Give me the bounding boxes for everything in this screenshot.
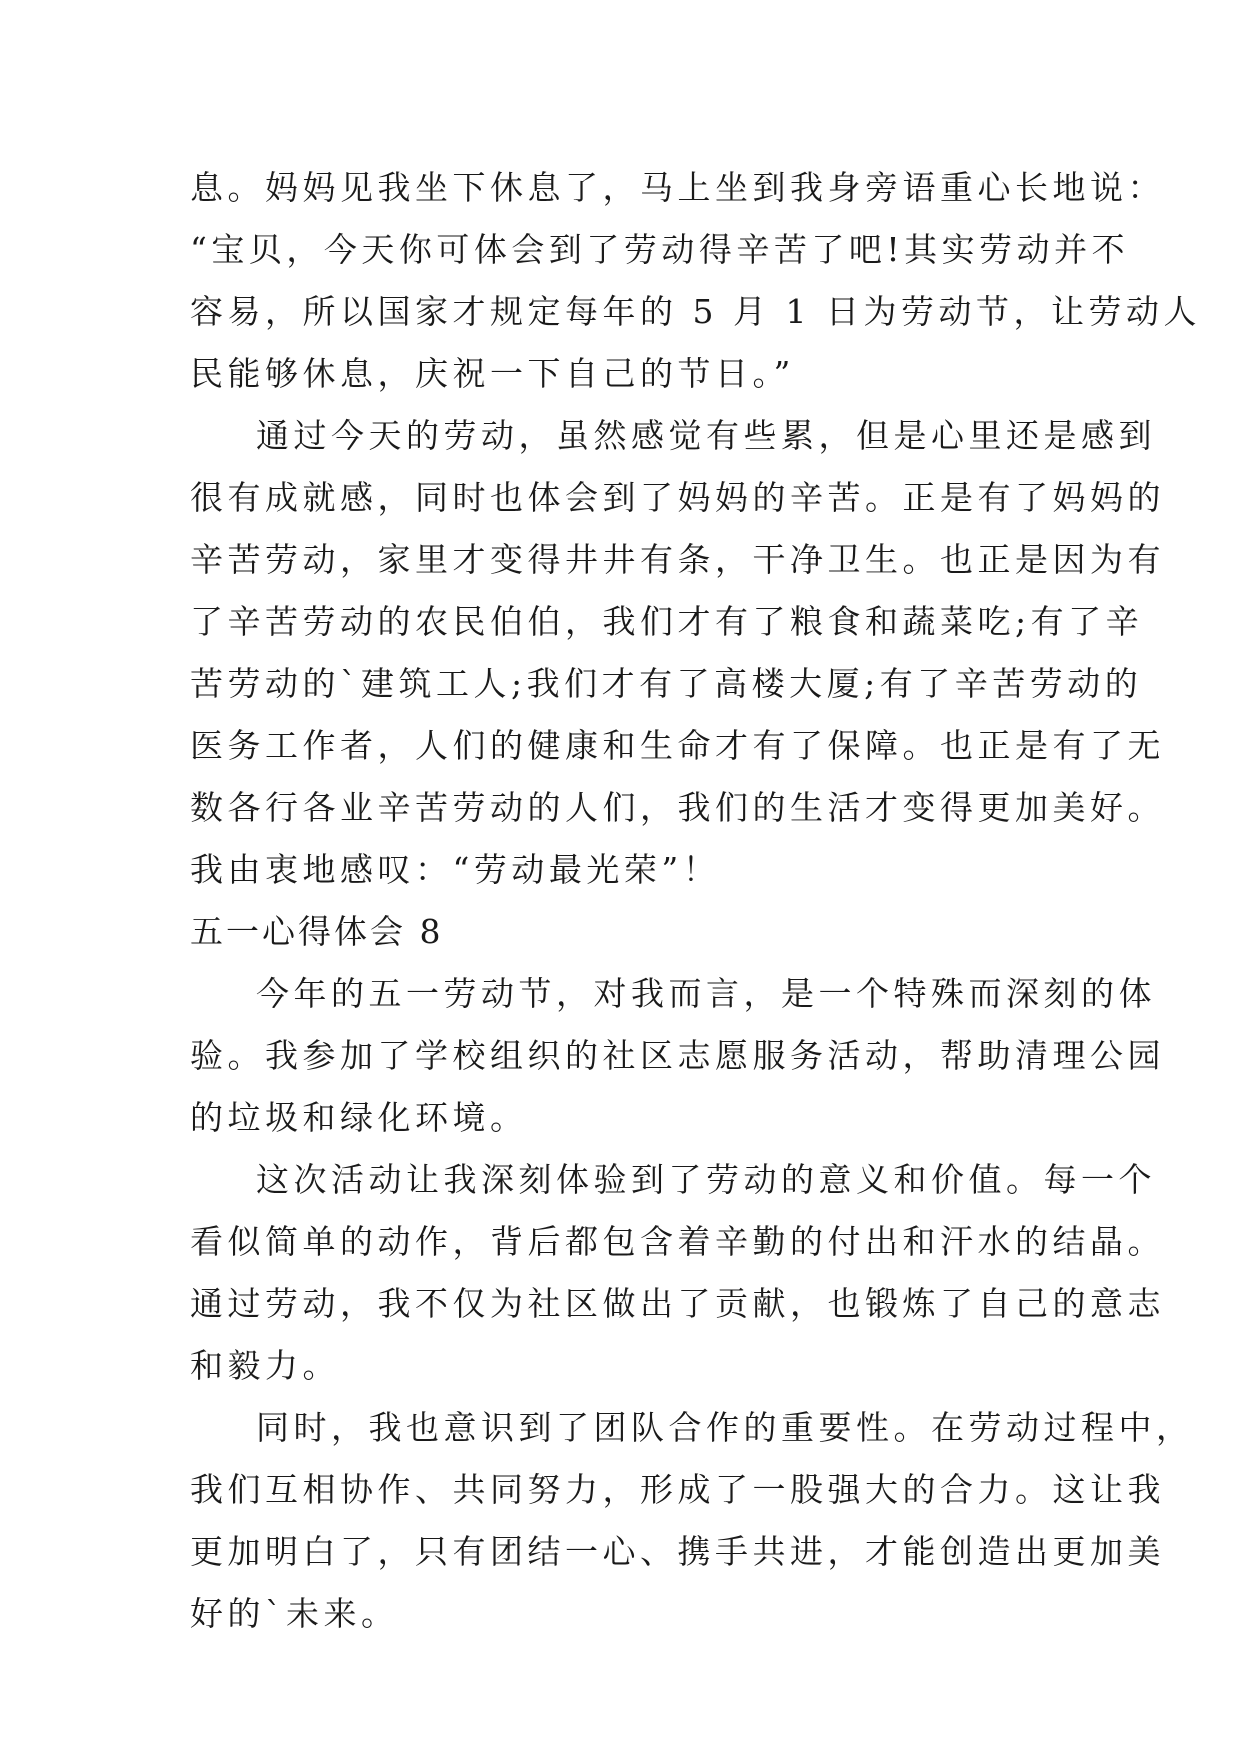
paragraph-line: 的垃圾和绿化环境。 — [190, 1098, 528, 1137]
paragraph-line: 通过劳动，我不仅为社区做出了贡献，也锻炼了自己的意志 — [190, 1284, 1165, 1323]
paragraph-line: 更加明白了，只有团结一心、携手共进，才能创造出更加美 — [190, 1532, 1165, 1571]
paragraph-line: 了辛苦劳动的农民伯伯，我们才有了粮食和蔬菜吃;有了辛 — [190, 602, 1144, 641]
paragraph-line: 很有成就感，同时也体会到了妈妈的辛苦。正是有了妈妈的 — [190, 478, 1165, 517]
paragraph-line: 今年的五一劳动节，对我而言，是一个特殊而深刻的体 — [256, 974, 1156, 1013]
paragraph-line: 同时，我也意识到了团队合作的重要性。在劳动过程中， — [256, 1408, 1194, 1447]
paragraph-line: 通过今天的劳动，虽然感觉有些累，但是心里还是感到 — [256, 416, 1156, 455]
paragraph-line: 辛苦劳动，家里才变得井井有条，干净卫生。也正是因为有 — [190, 540, 1165, 579]
paragraph-line: 容易，所以国家才规定每年的 5 月 1 日为劳动节，让劳动人 — [190, 292, 1201, 331]
paragraph-line: 民能够休息，庆祝一下自己的节日。” — [190, 354, 795, 393]
paragraph-line: 好的`未来。 — [190, 1594, 399, 1633]
paragraph-line: 看似简单的动作，背后都包含着辛勤的付出和汗水的结晶。 — [190, 1222, 1165, 1261]
paragraph-line: 验。我参加了学校组织的社区志愿服务活动，帮助清理公园 — [190, 1036, 1165, 1075]
paragraph-line: 和毅力。 — [190, 1346, 340, 1385]
paragraph-line: 我们互相协作、共同努力，形成了一股强大的合力。这让我 — [190, 1470, 1165, 1509]
paragraph-line: 息。妈妈见我坐下休息了，马上坐到我身旁语重心长地说： — [190, 168, 1165, 207]
paragraph-line: 我由衷地感叹：“劳动最光荣”！ — [190, 850, 721, 889]
paragraph-line: “宝贝，今天你可体会到了劳动得辛苦了吧!其实劳动并不 — [190, 230, 1130, 269]
section-heading: 五一心得体会 8 — [190, 912, 444, 951]
paragraph-line: 苦劳动的`建筑工人;我们才有了高楼大厦;有了辛苦劳动的 — [190, 664, 1143, 703]
paragraph-line: 这次活动让我深刻体验到了劳动的意义和价值。每一个 — [256, 1160, 1156, 1199]
paragraph-line: 数各行各业辛苦劳动的人们，我们的生活才变得更加美好。 — [190, 788, 1165, 827]
paragraph-line: 医务工作者，人们的健康和生命才有了保障。也正是有了无 — [190, 726, 1165, 765]
